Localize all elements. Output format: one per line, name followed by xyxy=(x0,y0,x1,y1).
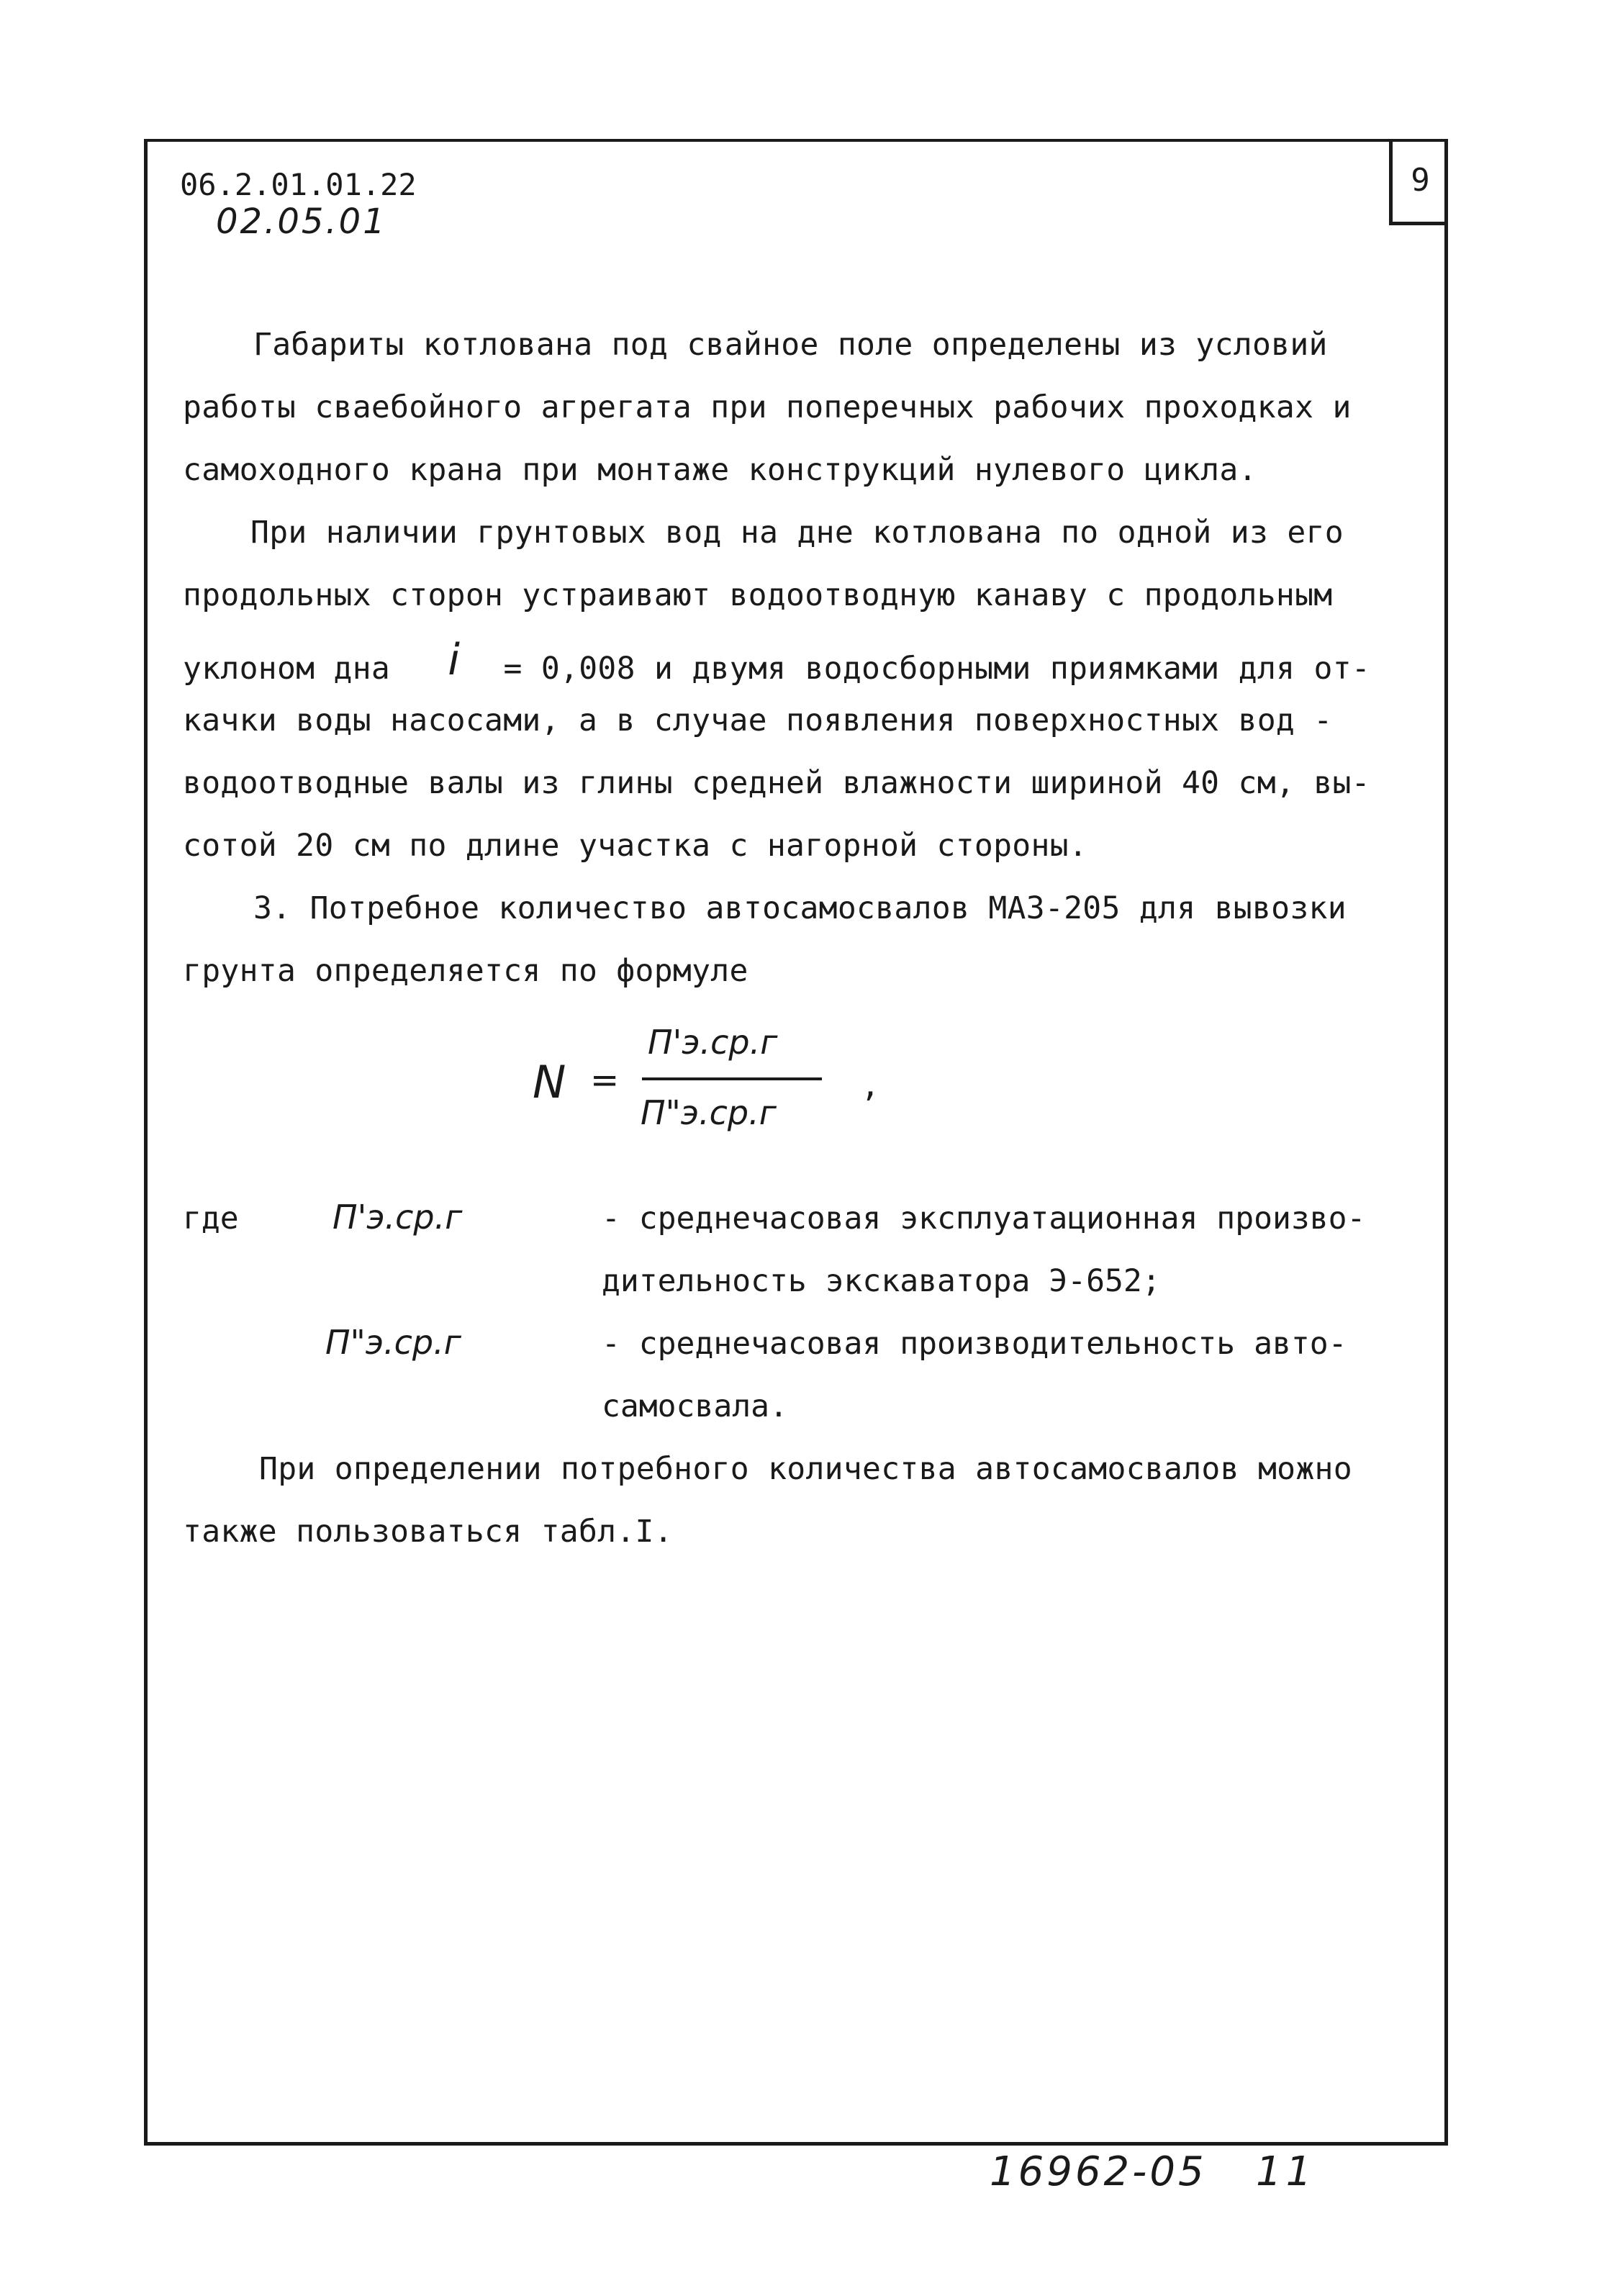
slope-symbol: i xyxy=(448,635,461,685)
page-number: 9 xyxy=(1411,162,1430,199)
paragraph2-line1: При наличии грунтовых вод на дне котлована по одной из его xyxy=(250,515,1344,551)
paragraph2-line3 xyxy=(183,635,1371,687)
paragraph2-line3-before: уклоном дна xyxy=(183,651,391,687)
paragraph1-line1: Габариты котлована под свайное поле определены из условий xyxy=(253,327,1328,363)
footer-document-number: 16962-05 xyxy=(990,2148,1207,2195)
document-code-handwritten: 02.05.01 xyxy=(216,202,387,242)
paragraph2-line3-after: = 0,008 и двумя водосборными приямками для от- xyxy=(503,651,1371,687)
footer-sheet-number: 11 xyxy=(1256,2148,1316,2195)
formula xyxy=(518,1011,921,1148)
formula-comma: , xyxy=(861,1067,880,1104)
paragraph1-line2: работы сваебойного агрегата при поперечных рабочих проходках и xyxy=(183,389,1352,425)
fraction-bar xyxy=(642,1077,822,1080)
definition-1-line1: - среднечасовая эксплуатационная произво- xyxy=(602,1201,1366,1237)
paragraph2-line6: сотой 20 см по длине участка с нагорной стороны. xyxy=(183,828,1088,864)
document-code: 06.2.01.01.22 xyxy=(180,167,417,202)
formula-denominator: П"э.ср.г xyxy=(641,1093,777,1132)
definition-symbol-2: П"э.ср.г xyxy=(325,1323,461,1362)
definition-2-line2: самосвала. xyxy=(602,1388,788,1424)
formula-equals: = xyxy=(590,1060,620,1100)
paragraph4-line1: При определении потребного количества автосамосвалов можно xyxy=(259,1451,1352,1487)
paragraph3-line1: 3. Потребное количество автосамосвалов МАЗ-205 для вывозки xyxy=(253,890,1347,926)
definition-2-line1: - среднечасовая производительность авто- xyxy=(602,1326,1347,1362)
paragraph2-line5: водоотводные валы из глины средней влажности шириной 40 см, вы- xyxy=(183,765,1370,801)
paragraph1-line3: самоходного крана при монтаже конструкций нулевого цикла. xyxy=(183,452,1257,488)
formula-numerator: П'э.ср.г xyxy=(648,1023,778,1062)
page-number-box xyxy=(1389,139,1448,225)
definition-symbol-1: П'э.ср.г xyxy=(332,1198,463,1237)
formula-lhs: N xyxy=(533,1056,566,1108)
where-label: где xyxy=(183,1201,239,1237)
paragraph2-line4: качки воды насосами, а в случае появления поверхностных вод - xyxy=(183,702,1333,738)
paragraph4-line2: также пользоваться табл.I. xyxy=(183,1514,673,1550)
paragraph2-line2: продольных сторон устраивают водоотводную канаву с продольным xyxy=(183,577,1333,613)
paragraph3-line2: грунта определяется по формуле xyxy=(183,953,748,989)
definition-1-line2: дительность экскаватора Э-652; xyxy=(602,1263,1161,1299)
